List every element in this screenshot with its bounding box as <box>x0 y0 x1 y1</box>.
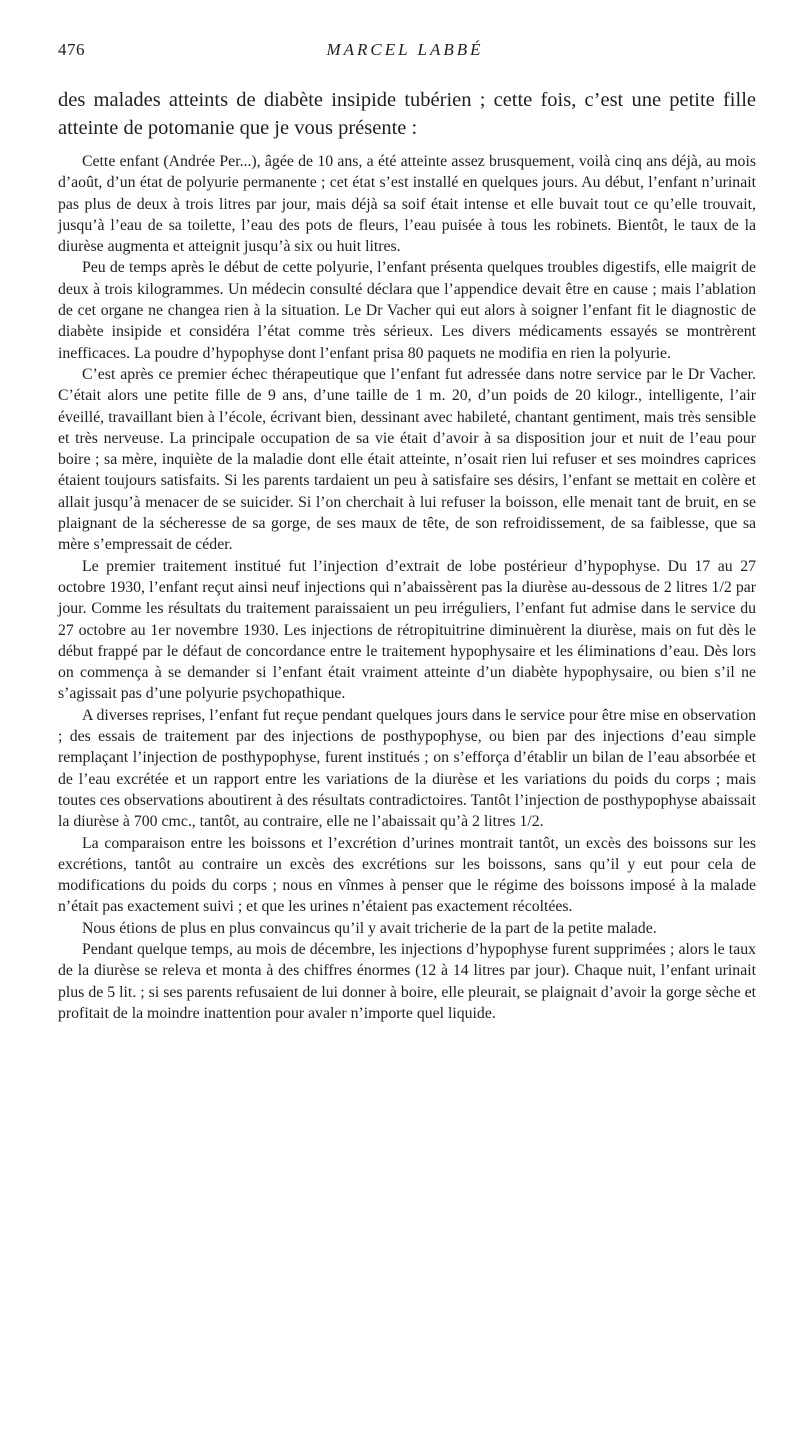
paragraph-comparison: La comparaison entre les boissons et l’excrétion d’urines montrait tantôt, un excès des boissons sur les excrétions, tantôt au contraire un excès des excrétions sur les boissons, sans qu’il y eut pour cela de modifications du poids du corps ; nous en vînmes à penser que le régime des boissons imposé à la malade n’était pas exactement suivi ; et que les urines n’étaient pas exactement récoltées. <box>58 834 756 916</box>
page-number: 476 <box>58 40 85 59</box>
paragraph-december: Pendant quelque temps, au mois de décembre, les injections d’hypophyse furent supprimées ; alors le taux de la diurèse se releva et monta à des chiffres énormes (12 à 14 litres par jour). Chaque nuit, l’enfant urinait plus de 5 lit. ; si ses parents refusaient de lui donner à boire, elle pleurait, se plaignait d’avoir la gorge sèche et profitait de la moindre inattention pour avaler n’importe quel liquide. <box>58 940 756 1022</box>
paragraph-first-treatment: Le premier traitement institué fut l’injection d’extrait de lobe postérieur d’hypophyse. Du 17 au 27 octobre 1930, l’enfant reçut ainsi neuf injections qui n’abaissèrent pas la diurèse au-dessous de 2 litres 1/2 par jour. Comme les résultats du traitement paraissaient un peu irréguliers, l’enfant fut admise dans le service du 27 octobre au 1er novembre 1930. Les injections de rétropituitrine diminuèrent la diurèse, mais on fut dès le début frappé par le défaut de concordance entre le traitement hypophysaire et les éliminations d’eau. Dès lors on commença à se demander si l’enfant était vraiment atteinte d’un diabète hypophysaire, ou bien s’il ne s’agissait pas d’une polyurie psychopathique. <box>58 557 756 703</box>
running-head <box>58 40 752 66</box>
intro-paragraph: des malades atteints de diabète insipide tubérien ; cette fois, c’est une petite fille atteinte de potomanie que je vous présente : <box>58 89 756 139</box>
paragraph-onset: Cette enfant (Andrée Per...), âgée de 10 ans, a été atteinte assez brusquement, voilà cinq ans déjà, au mois d’août, d’un état de polyurie permanente ; cet état s’est installé en quelques jours. Au début, l’enfant n’urinait pas plus de deux à trois litres par jour, mais déjà sa soif était intense et elle buvait tout ce qu’elle trouvait, jusqu’à l’eau de sa toilette, l’eau des pots de fleurs, l’eau puisée à tous les robinets. Bientôt, le taux de la diurèse augmenta et atteignit jusqu’à six ou huit litres. <box>58 153 756 256</box>
running-head-author: MARCEL LABBÉ <box>326 40 484 59</box>
case-report-body <box>58 151 756 1024</box>
paragraph-early-course: Peu de temps après le début de cette polyurie, l’enfant présenta quelques troubles digestifs, elle maigrit de deux à trois kilogrammes. Un médecin consulté déclara que l’appendice devait être en cause ; mais l’ablation de cet organe ne changea rien à la situation. Le Dr Vacher qui eut alors à soigner l’enfant fit le diagnostic de diabète insipide et considéra l’état comme très sérieux. Les divers médicaments essayés se montrèrent inefficaces. La poudre d’hypophyse dont l’enfant prisa 80 paquets ne modifia en rien la polyurie. <box>58 259 756 362</box>
paragraph-observations: A diverses reprises, l’enfant fut reçue pendant quelques jours dans le service pour être mise en observation ; des essais de traitement par des injections de posthypophyse, ou bien par des injections d’eau simple remplaçant l’injection de posthypophyse, furent institués ; on s’efforça d’établir un bilan de l’eau absorbée et de l’eau excrétée et un rapport entre les variations de la diurèse et les variations du poids du corps ; mais toutes ces observations aboutirent à des résultats contradictoires. Tantôt l’injection de posthypophyse abaissait la diurèse à 700 cmc., tantôt, au contraire, elle ne l’abaissait qu’à 2 litres 1/2. <box>58 706 756 831</box>
paragraph-suspicion: Nous étions de plus en plus convaincus qu’il y avait tricherie de la part de la petite malade. <box>82 919 657 937</box>
paragraph-admission: C’est après ce premier échec thérapeutique que l’enfant fut adressée dans notre service par le Dr Vacher. C’était alors une petite fille de 9 ans, d’une taille de 1 m. 20, d’un poids de 20 kilogr., intelligente, l’air éveillé, travaillant bien à l’école, écrivant bien, dessinant avec habileté, chantant gentiment, mais très sensible et très nerveuse. La principale occupation de sa vie était d’avoir à sa disposition jour et nuit de l’eau pour boire ; sa mère, inquiète de la maladie dont elle était atteinte, n’osait rien lui refuser et ses moindres caprices étaient toujours satisfaits. Si les parents tardaient un peu à satisfaire ses désirs, l’enfant se mettait en colère et allait jusqu’à menacer de se suicider. Si l’on cherchait à lui refuser la boisson, elle menait tant de bruit, en se plaignant de la sécheresse de sa gorge, de ses maux de tête, de son refroidissement, de sa faiblesse, que sa mère s’empressait de céder. <box>58 365 756 554</box>
